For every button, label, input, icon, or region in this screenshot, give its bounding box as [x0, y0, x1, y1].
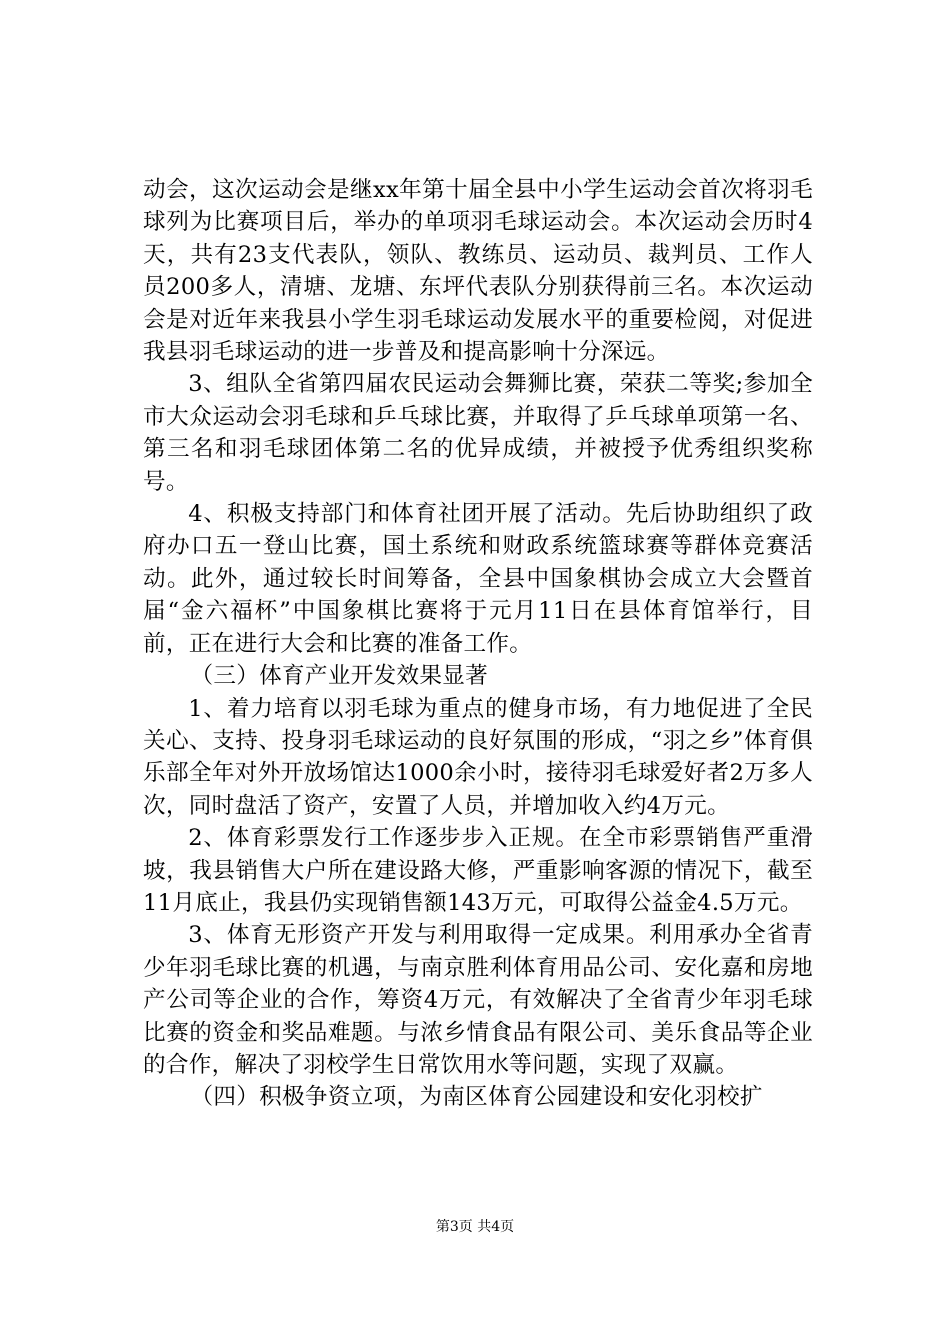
paragraph-industry-1: 1、着力培育以羽毛球为重点的健身市场，有力地促进了全民关心、支持、投身羽毛球运动的良好氛围的形成，“羽之乡”体育俱乐部全年对外开放场馆达1000余小时，接待羽毛球爱好者2万多人次，同时盘活了资产，安置了人员，并增加收入约4万元。	[143, 695, 813, 819]
paragraph-item-3: 3、组队全省第四届农民运动会舞狮比赛，荣获二等奖;参加全市大众运动会羽毛球和乒乓球比赛，并取得了乒乓球单项第一名、第三名和羽毛球团体第二名的优异成绩，并被授予优秀组织奖称号。	[143, 371, 813, 495]
paragraph-industry-3: 3、体育无形资产开发与利用取得一定成果。利用承办全省青少年羽毛球比赛的机遇，与南京胜利体育用品公司、安化嘉和房地产公司等企业的合作，筹资4万元，有效解决了全省青少年羽毛球比赛的资金和奖品难题。与浓乡情食品有限公司、美乐食品等企业的合作，解决了羽校学生日常饮用水等问题，实现了双赢。	[143, 922, 813, 1078]
paragraph-industry-2: 2、体育彩票发行工作逐步步入正规。在全市彩票销售严重滑坡，我县销售大户所在建设路大修，严重影响客源的情况下，截至11月底止，我县仍实现销售额143万元，可取得公益金4.5万元。	[143, 825, 813, 916]
section-heading-4: （四）积极争资立项，为南区体育公园建设和安化羽校扩	[190, 1084, 763, 1111]
document-body	[143, 174, 813, 1114]
paragraph-item-4: 4、积极支持部门和体育社团开展了活动。先后协助组织了政府办口五一登山比赛，国土系统和财政系统篮球赛等群体竞赛活动。此外，通过较长时间筹备，全县中国象棋协会成立大会暨首届“金六福杯”中国象棋比赛将于元月11日在县体育馆举行，目前，正在进行大会和比赛的准备工作。	[143, 501, 813, 657]
paragraph-continuation: 动会，这次运动会是继xx年第十届全县中小学生运动会首次将羽毛球列为比赛项目后，举办的单项羽毛球运动会。本次运动会历时4天，共有23支代表队，领队、教练员、运动员、裁判员、工作人员200多人，清塘、龙塘、东坪代表队分别获得前三名。本次运动会是对近年来我县小学生羽毛球运动发展水平的重要检阅，对促进我县羽毛球运动的进一步普及和提高影响十分深远。	[143, 177, 813, 366]
page-footer: 第3页 共4页	[435, 1219, 515, 1235]
section-heading-3: （三）体育产业开发效果显著	[190, 663, 489, 690]
